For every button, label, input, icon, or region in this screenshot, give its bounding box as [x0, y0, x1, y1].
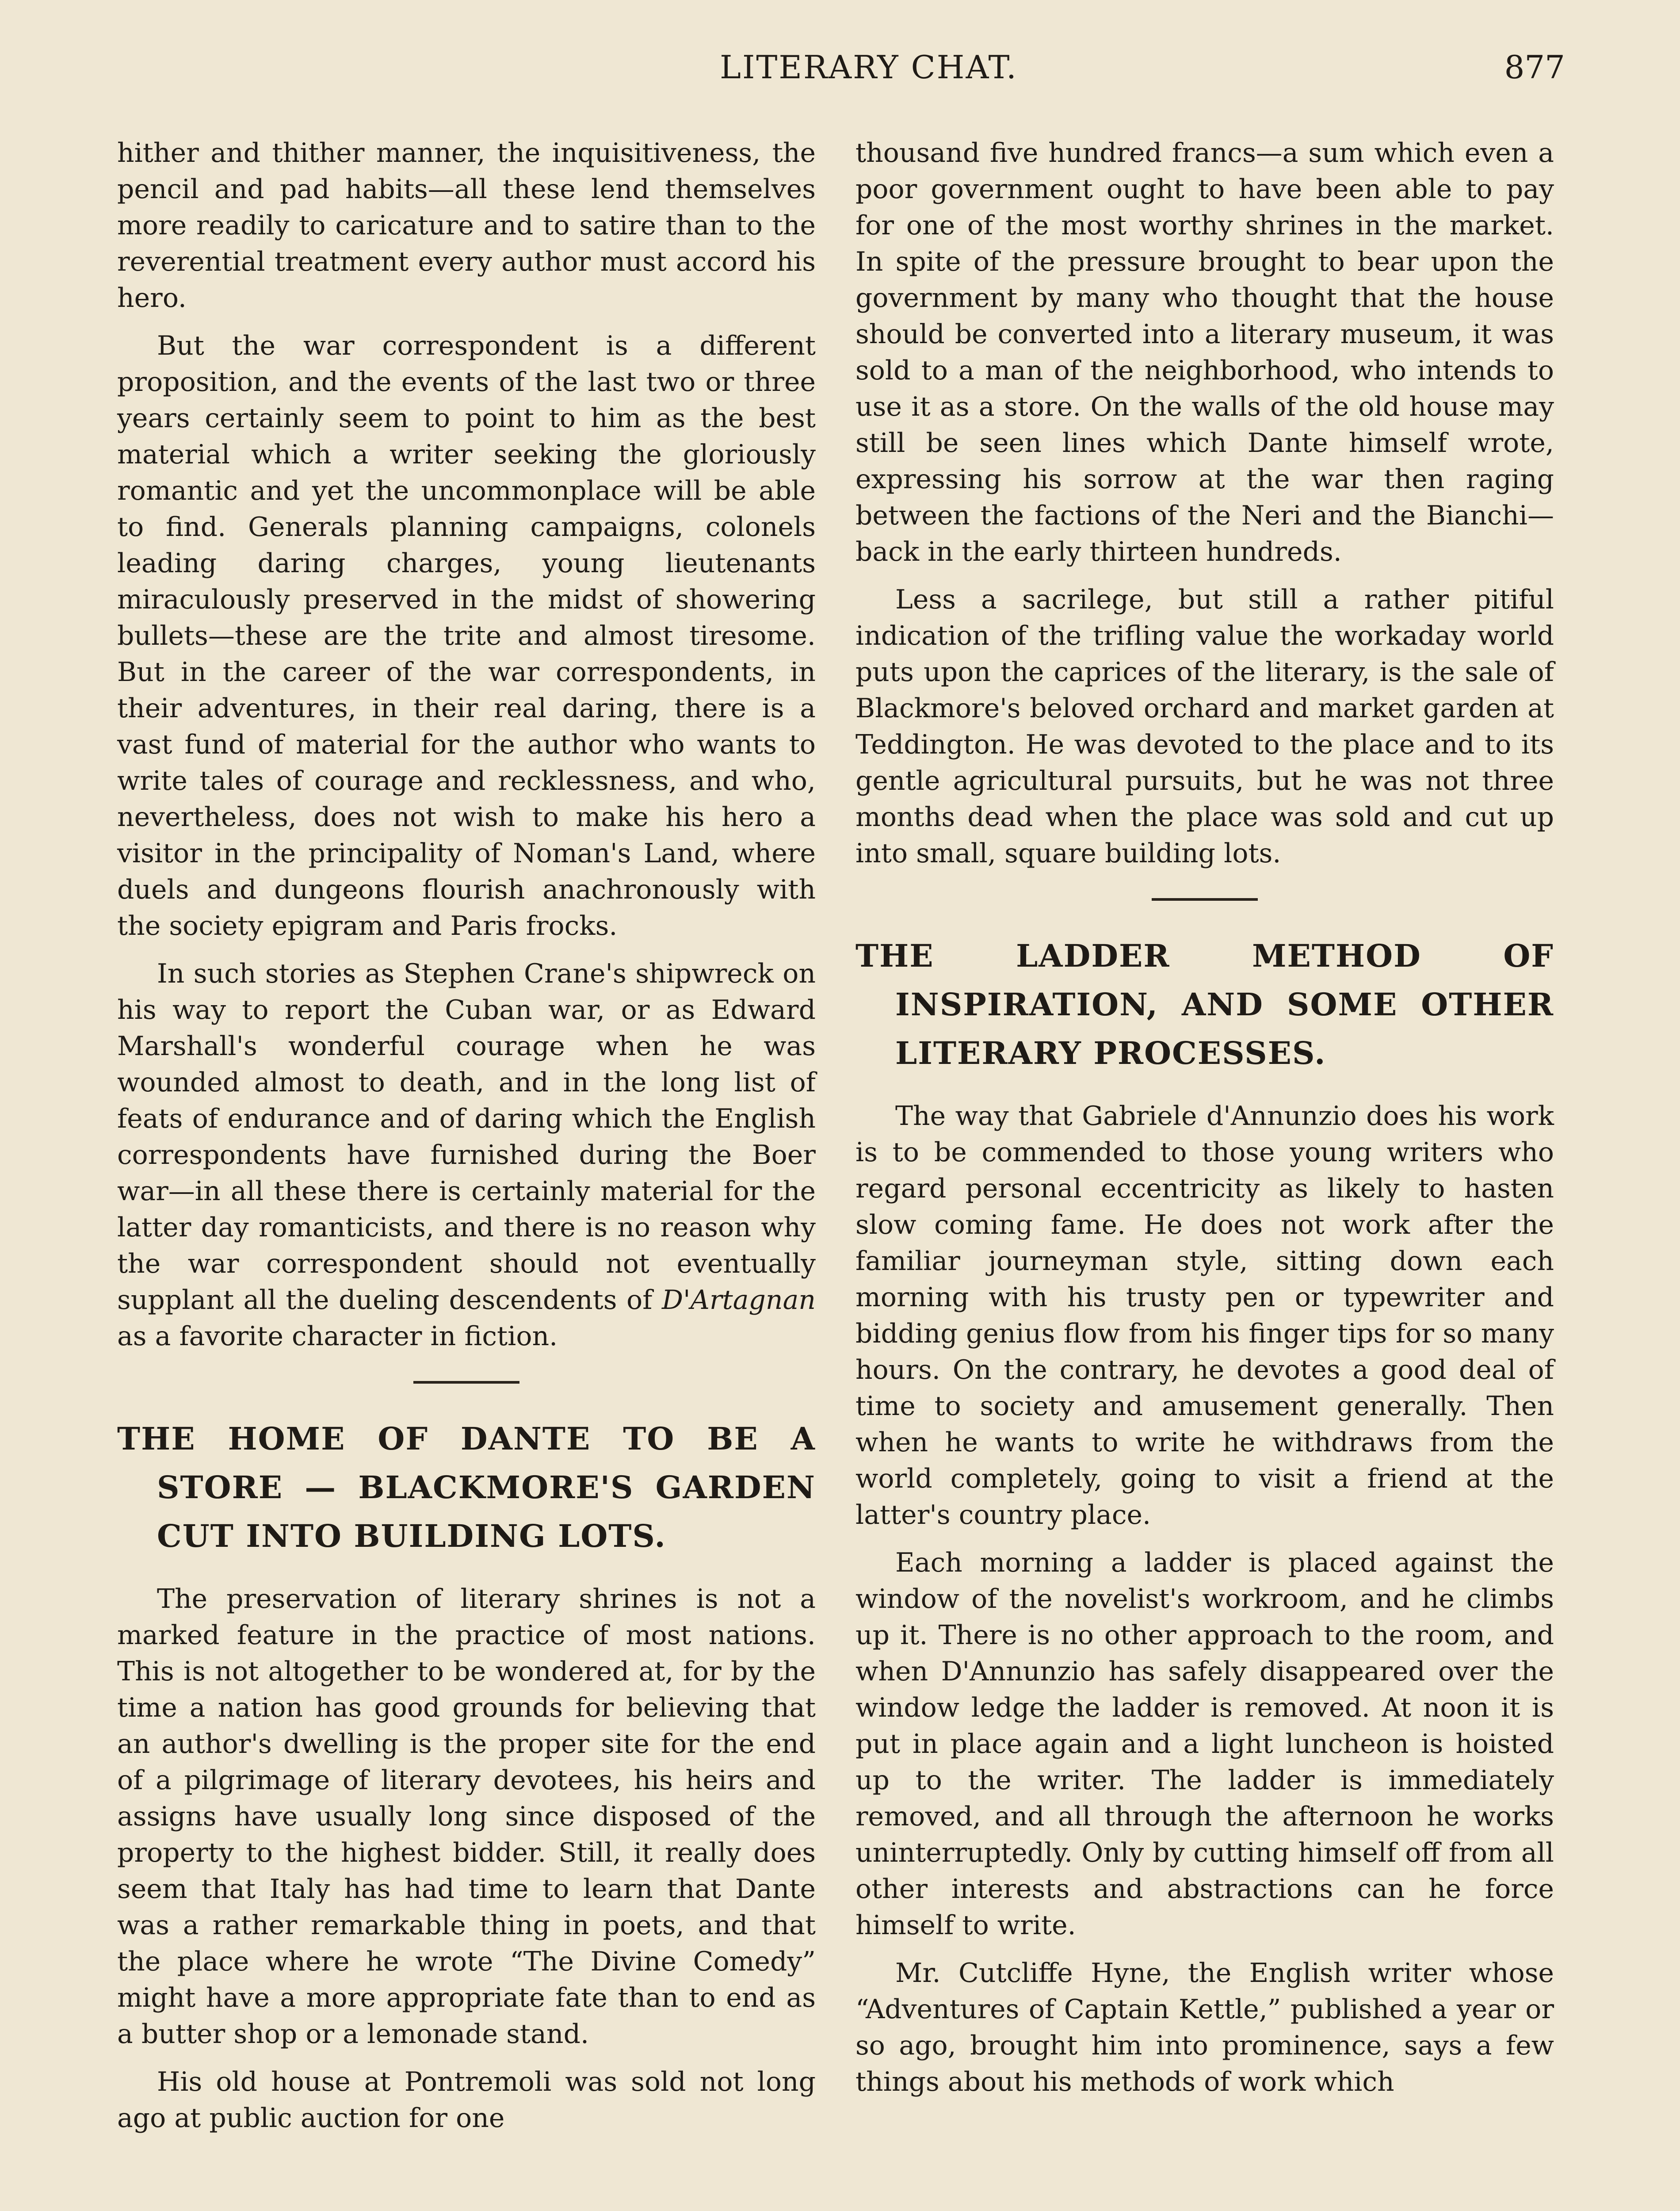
paragraph: hither and thither manner, the inquisitiveness, the pencil and pad habits—all these lend themselves more readily to caricature and to satire than to the reverential treatment every author must accord his hero. [117, 138, 816, 314]
italic-name: D'Artagnan [662, 1285, 816, 1316]
paragraph: But the war correspondent is a different proposition, and the events of the last two or three years certainly seem to point to him as the best material which a writer seeking the gloriously romantic and yet the uncommonplace will be able to find. Generals planning campaigns, colonels leading daring charges, young lieutenants miraculously preserved in the midst of showering bullets—these are the trite and almost tiresome. But in the career of the war correspondents, in their adventures, in their real daring, there is a vast fund of material for the author who wants to write tales of courage and recklessness, and who, nevertheless, does not wish to make his hero a visitor in the principality of Noman's Land, where duels and dungeons flourish anachronously with the society epigram and Paris frocks. [117, 330, 816, 941]
right-column [855, 135, 1554, 2112]
paragraph: Mr. Cutcliffe Hyne, the English writer whose “Adventures of Captain Kettle,” published a year or so ago, brought him into prominence, says a few things about his methods of work which [855, 1958, 1554, 2097]
left-column [117, 135, 816, 2148]
section-heading: THE LADDER METHOD OF INSPIRATION, AND SOME OTHER LITERARY PROCESSES. [855, 937, 1554, 1071]
paragraph: Each morning a ladder is placed against the window of the novelist's workroom, and he climbs up it. There is no other approach to the room, and when D'Annunzio has safely disappeared over the window ledge the ladder is removed. At noon it is put in place again and a light luncheon is hoisted up to the writer. The ladder is immediately removed, and all through the afternoon he works uninterruptedly. Only by cutting himself off from all other interests and abstractions can he force himself to write. [855, 1547, 1554, 1941]
paragraph: Less a sacrilege, but still a rather pitiful indication of the trifling value the workaday world puts upon the caprices of the literary, is the sale of Blackmore's beloved orchard and market garden at Teddington. He was devoted to the place and to its gentle agricultural pursuits, but he was not three months dead when the place was sold and cut up into small, square building lots. [855, 584, 1554, 869]
paragraph: His old house at Pontremoli was sold not long ago at public auction for one [117, 2066, 816, 2134]
paragraph-text: In such stories as Stephen Crane's shipwreck on his way to report the Cuban war, or as Edward Marshall's wonderful courage when he was wounded almost to death, and in the long list of feats of endurance and of daring which the English correspondents have furnished during the Boer war—in all these there is certainly material for the latter day romanticists, and there is no reason why the war correspondent should not eventually supplant all the dueling descendents of [117, 958, 816, 1316]
section-divider [1152, 898, 1258, 901]
section-heading: THE HOME OF DANTE TO BE A STORE — BLACKMORE'S GARDEN CUT INTO BUILDING LOTS. [117, 1420, 816, 1554]
paragraph: The way that Gabriele d'Annunzio does his work is to be commended to those young writers who regard personal eccentricity as likely to hasten slow coming fame. He does not work after the familiar journeyman style, sitting down each morning with his trusty pen or typewriter and bidding genius flow from his finger tips for so many hours. On the contrary, he devotes a good deal of time to society and amusement generally. Then when he wants to write he withdraws from the world completely, going to visit a friend at the latter's country place. [855, 1101, 1554, 1530]
section-divider [413, 1381, 519, 1384]
page-number: 877 [1504, 49, 1565, 86]
paragraph: thousand five hundred francs—a sum which even a poor government ought to have been able to pay for one of the most worthy shrines in the market. In spite of the pressure brought to bear upon the government by many who thought that the house should be converted into a literary museum, it was sold to a man of the neighborhood, who intends to use it as a store. On the walls of the old house may still be seen lines which Dante himself wrote, expressing his sorrow at the war then raging between the factions of the Neri and the Bianchi—back in the early thirteen hundreds. [855, 138, 1554, 567]
running-title: LITERARY CHAT. [720, 49, 1018, 86]
paragraph: The preservation of literary shrines is not a marked feature in the practice of most nations. This is not altogether to be wondered at, for by the time a nation has good grounds for believing that an author's dwelling is the proper site for the end of a pilgrimage of literary devotees, his heirs and assigns have usually long since disposed of the property to the highest bidder. Still, it really does seem that Italy has had time to learn that Dante was a rather remarkable thing in poets, and that the place where he wrote “The Divine Comedy” might have a more appropriate fate than to end as a butter shop or a lemonade stand. [117, 1584, 816, 2050]
paragraph-text: as a favorite character in fiction. [117, 1321, 558, 1352]
paragraph [117, 956, 816, 1354]
